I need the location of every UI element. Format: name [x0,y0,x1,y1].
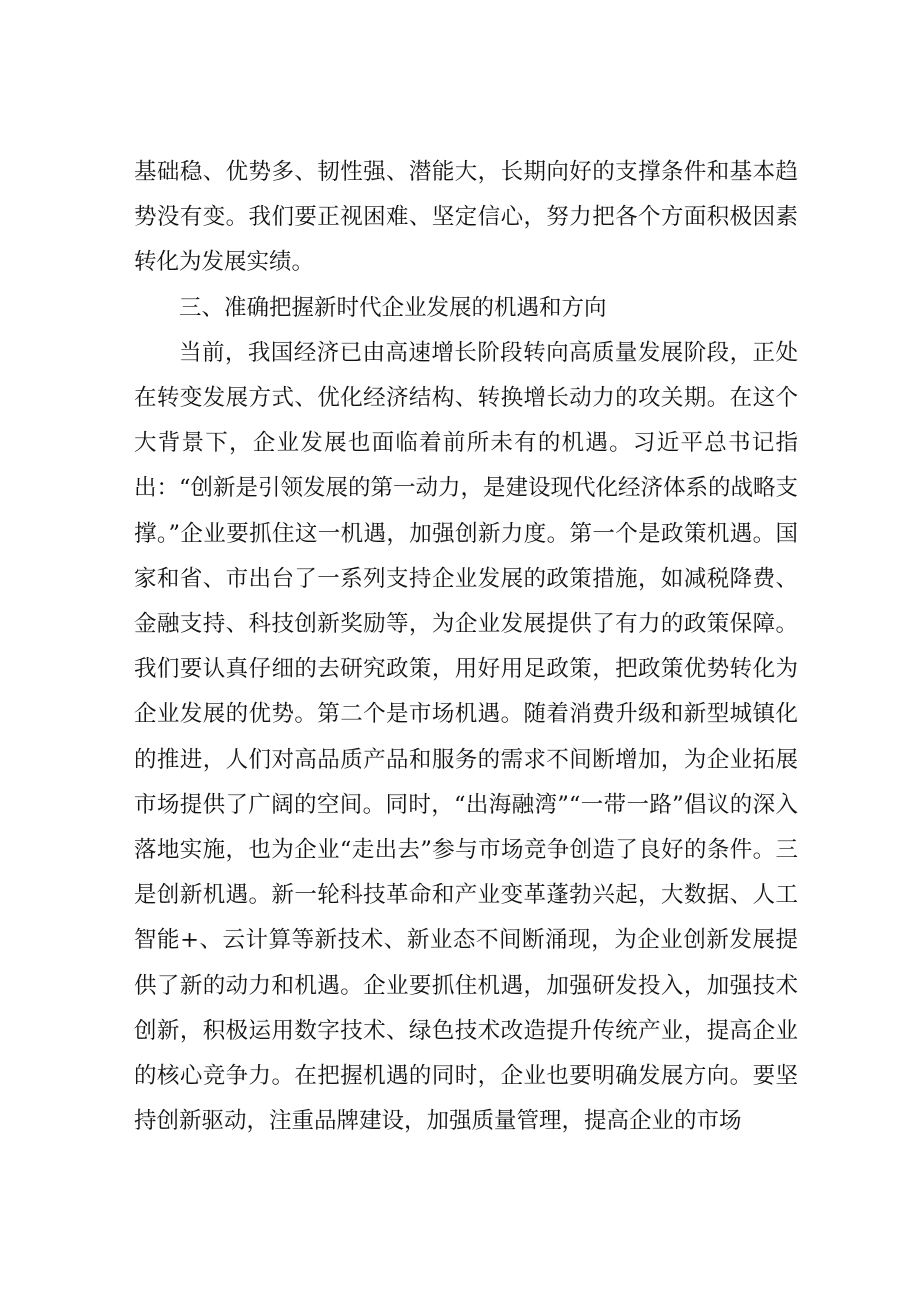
section-heading: 三、准确把握新时代企业发展的机遇和方向 [179,294,607,321]
paragraph-continuation: 基础稳、优势多、韧性强、潜能大，长期向好的支撑条件和基本趋势没有变。我们要正视困难、坚定信心，努力把各个方面积极因素转化为发展实绩。 [134,159,798,276]
paragraph-opportunities: 当前，我国经济已由高速增长阶段转向高质量发展阶段，正处在转变发展方式、优化经济结构、转换增长动力的攻关期。在这个大背景下，企业发展也面临着前所未有的机遇。习近平总书记指出：“创新是引领发展的第一动力，是建设现代化经济体系的战略支撑。”企业要抓住这一机遇，加强创新力度。第一个是政策机遇。国家和省、市出台了一系列支持企业发展的政策措施，如减税降费、金融支持、科技创新奖励等，为企业发展提供了有力的政策保障。我们要认真仔细的去研究政策，用好用足政策，把政策优势转化为企业发展的优势。第二个是市场机遇。随着消费升级和新型城镇化的推进，人们对高品质产品和服务的需求不间断增加，为企业拓展市场提供了广阔的空间。同时，“出海融湾”“一带一路”倡议的深入落地实施，也为企业“走出去”参与市场竞争创造了良好的条件。三是创新机遇。新一轮科技革命和产业变革蓬勃兴起，大数据、人工智能+、云计算等新技术、新业态不间断涌现，为企业创新发展提供了新的动力和机遇。企业要抓住机遇，加强研发投入，加强技术创新，积极运用数字技术、绿色技术改造提升传统产业，提高企业的核心竞争力。在把握机遇的同时，企业也要明确发展方向。要坚持创新驱动，注重品牌建设，加强质量管理，提高企业的市场 [134,339,799,1135]
document-body [134,150,798,1144]
